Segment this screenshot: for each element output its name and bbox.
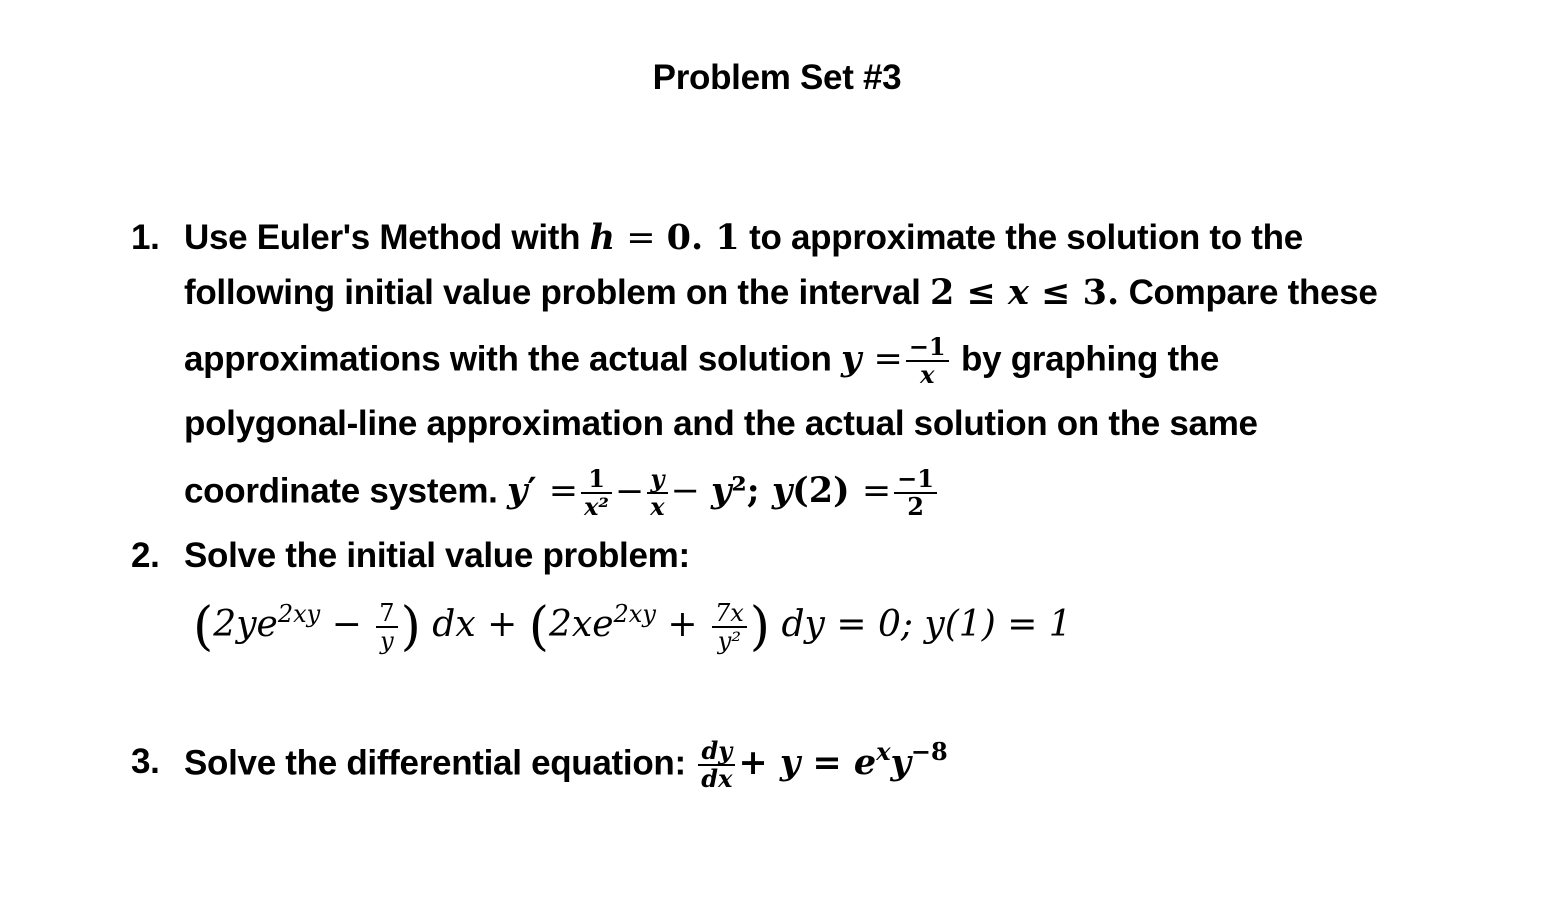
fraction-7-over-y: $\frac{7}{y}$ bbox=[376, 600, 397, 654]
math-minus: − bbox=[614, 471, 645, 512]
problem-1-line-4: polygonal-line approximation and the actual solution on the same bbox=[184, 404, 1258, 443]
problem-3-line-1 bbox=[184, 738, 948, 792]
fraction-neg1-over-x: $\frac{-1}{x}$ bbox=[906, 334, 949, 388]
problem-1-number: 1. bbox=[131, 218, 160, 257]
fraction-y-over-x: $\frac{y}{x}$ bbox=[647, 466, 667, 520]
problem-1-line-3 bbox=[184, 334, 1219, 388]
fraction-neg1-over-2: $\frac{-1}{2}$ bbox=[894, 466, 937, 520]
right-paren-icon: ) bbox=[400, 597, 421, 657]
problem-1-text: coordinate system. bbox=[184, 471, 508, 511]
problem-1-line-1 bbox=[184, 214, 1303, 262]
math-interval: 2 ≤ x ≤ 3. bbox=[929, 272, 1120, 313]
problem-1-text: by graphing the bbox=[951, 339, 1220, 379]
problem-3-text: Solve the differential equation: bbox=[184, 743, 696, 783]
right-paren-icon: ) bbox=[749, 597, 771, 657]
left-paren-icon: ( bbox=[528, 597, 549, 657]
math-bernoulli: + $y = e^xy^{-8}$ bbox=[738, 737, 948, 784]
fraction-dy-over-dx: $\frac{dy}{dx}$ bbox=[698, 738, 735, 792]
problem-2-line-1: Solve the initial value problem: bbox=[184, 536, 690, 575]
problem-1-text: approximations with the actual solution bbox=[184, 339, 841, 379]
problem-2-equation: ($2ye^{2xy}$ − $\frac{7}{y}$ ) dx + ($2xe^{2xy}$ + $\frac{7x}{\text{y²}}$ ) dy = 0; y(1) = 1 bbox=[193, 597, 1072, 657]
problem-2-number: 2. bbox=[131, 536, 160, 575]
math-ode: y′ = bbox=[507, 470, 579, 512]
math-ode-tail: − y²; y(2) = bbox=[670, 470, 892, 512]
math-h-value: h = 0. 1 bbox=[589, 217, 740, 258]
problem-1-text: Compare these bbox=[1119, 273, 1378, 312]
left-paren-icon: ( bbox=[193, 597, 214, 657]
fraction-1-over-x2: $\frac{1}{\text{x²}}$ bbox=[581, 466, 612, 520]
page-title: Problem Set #3 bbox=[652, 58, 902, 97]
math-actual-solution: y = bbox=[840, 338, 903, 380]
problem-3-number: 3. bbox=[131, 742, 160, 781]
fraction-7x-over-y2: $\frac{7x}{\text{y²}}$ bbox=[712, 600, 747, 654]
problem-1-text: to approximate the solution to the bbox=[739, 218, 1303, 257]
problem-1-line-2 bbox=[184, 269, 1378, 317]
problem-1-text: Use Euler's Method with bbox=[184, 218, 590, 257]
problem-1-text: following initial value problem on the interval bbox=[184, 273, 930, 312]
problem-1-line-5 bbox=[184, 466, 940, 520]
